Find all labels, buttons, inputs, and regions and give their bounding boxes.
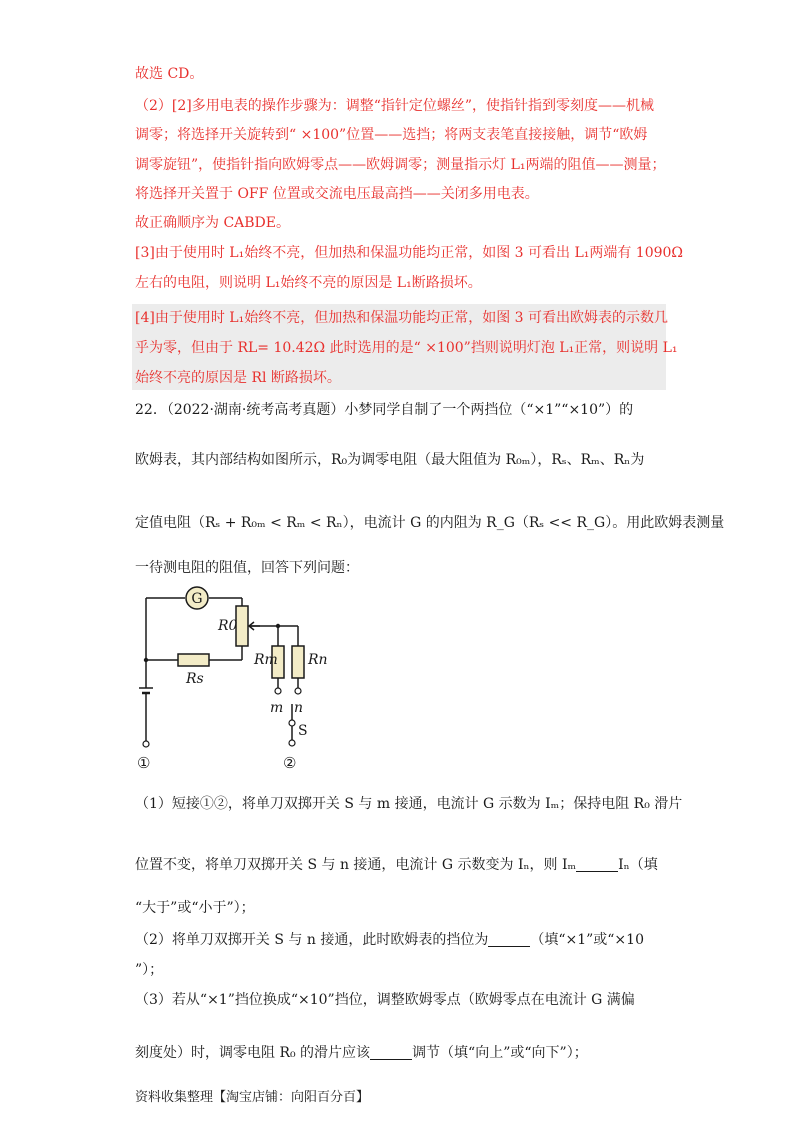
part-text: 位置不变，将单刀双掷开关 S 与 n 接通，电流计 G 示数变为 Iₙ，则 Iₘ [135,857,577,873]
answer-line: 左右的电阻，则说明 L₁始终不亮的原因是 L₁断路损坏。 [135,275,482,291]
terminal-1-label: ① [137,754,151,772]
part-text: 调节（填“向上”或“向下”）； [412,1045,588,1061]
terminal-2 [289,740,295,746]
question-part-3: （3）若从“×1”挡位换成“×10”挡位，调整欧姆零点（欧姆零点在电流计 G 满偏 [135,992,635,1008]
question-part-1: （1）短接①②，将单刀双掷开关 S 与 m 接通，电流计 G 示数为 Iₘ；保持电阻 R₀ 滑片 [135,796,683,812]
rm-label: Rm [254,652,278,668]
answer-blank[interactable] [488,932,530,947]
answer-line: 调零；将选择开关旋转到“ ×100”位置——选挡；将两支表笔直接接触，调节“欧姆 [135,127,648,143]
resistor-rn [292,646,304,678]
answer-line: 调零旋钮”，使指针指向欧姆零点——欧姆调零；测量指示灯 L₁两端的阻值——测量； [135,157,666,173]
answer-line: 始终不亮的原因是 Rl 断路损坏。 [135,370,341,386]
galvanometer-label: G [191,591,203,607]
answer-line: [3]由于使用时 L₁始终不亮，但加热和保温功能均正常，如图 3 可看出 L₁两端有 1090Ω [135,245,684,261]
question-part-1-line2 [135,855,665,875]
question-line: 定值电阻（Rₛ + R₀ₘ < Rₘ < Rₙ），电流计 G 的内阻为 R_G（Rₛ << R_G）。用此欧姆表测量 [135,515,725,531]
answer-line: 将选择开关置于 OFF 位置或交流电压最高挡——关闭多用电表。 [135,186,539,202]
question-line: 一待测电阻的阻值，回答下列问题： [135,560,359,576]
switch-pivot [289,720,295,726]
junction-dot [276,624,280,628]
rs-label: Rs [186,671,204,687]
part-text: Iₙ（填 [618,857,658,873]
answer-line: （2）[2]多用电表的操作步骤为：调整“指针定位螺丝”，使指针指到零刻度——机械 [135,98,655,114]
resistor-rs [178,654,209,666]
question-part-3-line2 [135,1043,665,1063]
answer-blank[interactable] [576,857,618,872]
n-label: n [294,700,304,716]
answer-line: [4]由于使用时 L₁始终不亮，但加热和保温功能均正常，如图 3 可看出欧姆表的示数几 [135,310,668,326]
page-footer: 资料收集整理【淘宝店铺：向阳百分百】 [135,1090,370,1105]
part-text: （2）将单刀双掷开关 S 与 n 接通，此时欧姆表的挡位为 [135,932,489,948]
junction-dot [144,658,148,662]
terminal-1 [143,741,149,747]
question-part-2 [135,930,665,950]
circuit-diagram [120,580,340,780]
part-text: （填“×1”或“×10 [530,932,644,948]
answer-blank[interactable] [370,1045,412,1060]
question-line: 22．（2022·湖南·统考高考真题）小梦同学自制了一个两挡位（“×1”“×10”）的 [135,402,634,418]
switch-label: S [298,723,308,739]
m-label: m [270,700,284,716]
question-line: 欧姆表，其内部结构如图所示，R₀为调零电阻（最大阻值为 R₀ₘ），Rₛ、Rₘ、Rₙ为 [135,452,645,468]
slider-arrow-icon [249,622,260,630]
question-part-2-line2: ”）； [135,962,164,978]
answer-line: 乎为零，但由于 RL= 10.42Ω 此时选用的是“ ×100”挡则说明灯泡 L₁正常，则说明 L₁ [135,340,678,356]
part-text: 刻度处）时，调零电阻 R₀ 的滑片应该 [135,1045,371,1061]
terminal-n [295,688,301,694]
answer-line: 故选 CD。 [135,66,204,82]
terminal-2-label: ② [283,754,297,772]
answer-line: 故正确顺序为 CABDE。 [135,215,291,231]
r0-label: R0 [218,618,238,634]
resistor-r0 [236,606,248,646]
terminal-m [275,688,281,694]
rn-label: Rn [308,652,328,668]
question-part-1-line3: “大于”或“小于”）； [135,900,255,916]
